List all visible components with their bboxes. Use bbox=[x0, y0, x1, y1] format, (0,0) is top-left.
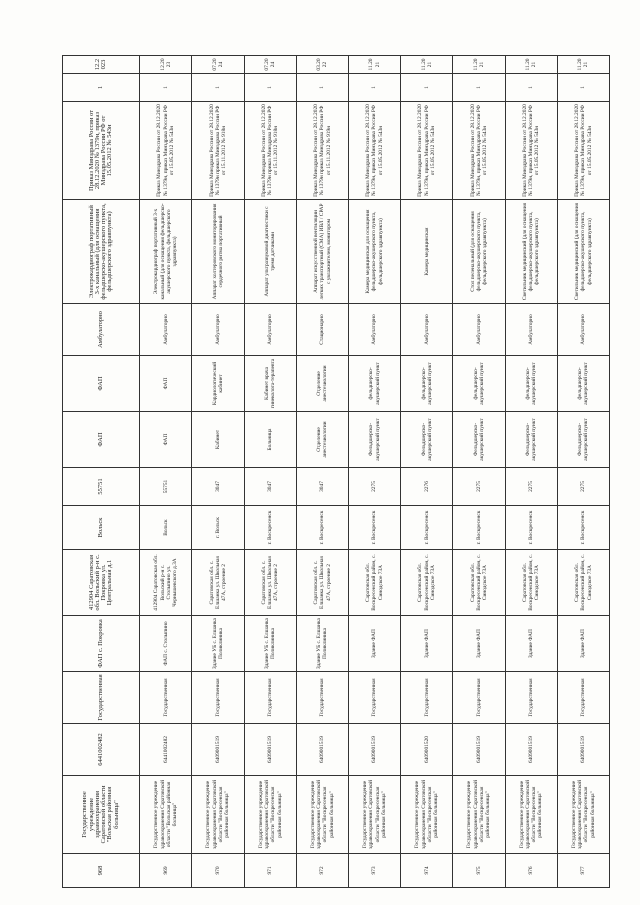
cell: Государственная bbox=[244, 672, 296, 724]
cell: Государственное учреждение здравоохранения Саратовской области "Воскресенская районная больница" bbox=[557, 776, 609, 854]
cell: 977 bbox=[557, 854, 609, 888]
cell: Саратовская обл. Воскресенский район, с. Синодское 73А bbox=[401, 550, 453, 616]
cell: Государственная bbox=[349, 672, 401, 724]
cell: 2276 bbox=[401, 468, 453, 506]
cell: Амбулаторно bbox=[453, 304, 505, 356]
cell: Здание ФАП bbox=[349, 616, 401, 672]
cell: 6409001519 bbox=[453, 724, 505, 776]
cell: Отделение анестезиологии bbox=[296, 356, 348, 412]
cell: 971 bbox=[244, 854, 296, 888]
cell: Амбулаторно bbox=[140, 304, 192, 356]
cell: 6409001519 bbox=[296, 724, 348, 776]
cell: 6441002482 bbox=[63, 724, 140, 776]
cell: Приказ Минздрава России от 28.12.2020 № 1379н приказ Минздрава России РФ от 15.11.2012 № 919н bbox=[296, 102, 348, 200]
cell: Приказ Минздрава России от 28.12.2020 № 1379н, приказ Минздрава России РФ от 15.05.2012 № 543н bbox=[140, 102, 192, 200]
cell: Государственная bbox=[140, 672, 192, 724]
cell: фельдшерско-акушерский пункт bbox=[557, 356, 609, 412]
table-row bbox=[505, 56, 557, 888]
cell: Государственная bbox=[401, 672, 453, 724]
cell: Камера медицинская для оснащения фельдшерско-акушерского пункта, фельдшерского здравпункта) bbox=[349, 200, 401, 304]
cell: 11.2021 bbox=[349, 56, 401, 74]
cell: Больница bbox=[244, 412, 296, 468]
cell: 11.2021 bbox=[453, 56, 505, 74]
cell: Здание УБ с. Елшанка Поликлиника bbox=[244, 616, 296, 672]
table-row bbox=[557, 56, 609, 888]
cell: Здание ФАП bbox=[505, 616, 557, 672]
table-row bbox=[296, 56, 348, 888]
cell: 972 bbox=[296, 854, 348, 888]
cell: Электрокардиограф портативный 3-х канальный (для оснащения фельдшерско-акушерского пункта, фельдшерского здравпункта) bbox=[140, 200, 192, 304]
cell: Саратовская обл. Воскресенский район, с. Синодское 73А bbox=[453, 550, 505, 616]
cell: 1 bbox=[192, 74, 244, 102]
cell: 1 bbox=[349, 74, 401, 102]
cell: Государственное учреждение здравоохранения Саратовской области "Воскресенская районная больница" bbox=[401, 776, 453, 854]
cell: Фельдшерско-акушерский пункт bbox=[401, 412, 453, 468]
cell: Светильник медицинский (для оснащения фельдшерско-акушерского пункта, фельдшерского здравпункта) bbox=[505, 200, 557, 304]
cell: Приказ Минздрава России от 28.12.2020 № 1379н приказ Минздрава России РФ от 15.11.2012 № 918н bbox=[244, 102, 296, 200]
cell: Государственная bbox=[557, 672, 609, 724]
cell: 1 bbox=[63, 74, 140, 102]
cell: Здание ФАП bbox=[401, 616, 453, 672]
table-row bbox=[349, 56, 401, 888]
cell: г. Вольск bbox=[192, 506, 244, 550]
cell: Фельдшерско-акушерский пункт bbox=[505, 412, 557, 468]
cell: Здание УБ с. Елшанка Поликлиника bbox=[192, 616, 244, 672]
cell: Приказ Минздрава России от 28.12.2020 № 1379н приказ Минздрава России РФ от 15.11.2012 № 918н bbox=[192, 102, 244, 200]
cell: Государственная bbox=[505, 672, 557, 724]
cell: г. Воскресенск bbox=[349, 506, 401, 550]
cell: Аппарат ультразвуковой диагностики с тремя датчиками bbox=[244, 200, 296, 304]
cell: Государственная bbox=[296, 672, 348, 724]
cell: Саратовская обл. с. Елшанка ул. Школьная 47А, строение 2 bbox=[296, 550, 348, 616]
cell: фельдшерско-акушерский пункт bbox=[401, 356, 453, 412]
cell: 3047 bbox=[244, 468, 296, 506]
cell: 2275 bbox=[505, 468, 557, 506]
cell: 1 bbox=[296, 74, 348, 102]
cell: Вольск bbox=[140, 506, 192, 550]
cell: 3047 bbox=[296, 468, 348, 506]
cell: Здание УБ с. Елшанка Поликлиника bbox=[296, 616, 348, 672]
cell: 6409001519 bbox=[192, 724, 244, 776]
cell: Отделение анестезиологии bbox=[296, 412, 348, 468]
cell: фельдшерско-акушерский пункт bbox=[453, 356, 505, 412]
cell: г. Воскресенск bbox=[401, 506, 453, 550]
cell: Вольск bbox=[63, 506, 140, 550]
cell: 975 bbox=[453, 854, 505, 888]
cell: 11.2021 bbox=[557, 56, 609, 74]
cell: 6409001519 bbox=[349, 724, 401, 776]
cell: ФАП bbox=[140, 412, 192, 468]
cell: 1 bbox=[140, 74, 192, 102]
cell: Электрокардиограф портативный 3-х канальный (для оснащения фельдшерско-акушерского пункта, фельдшерского здравпункта) bbox=[63, 200, 140, 304]
cell: 6409001520 bbox=[401, 724, 453, 776]
cell: ФАП bbox=[63, 356, 140, 412]
table-row bbox=[63, 56, 140, 888]
cell: 03.2022 bbox=[296, 56, 348, 74]
cell: 412904 Саратовская обл. Вольский р-н с. Столыпино ул. Чернышевского д.3А bbox=[140, 550, 192, 616]
cell: г. Воскресенск bbox=[244, 506, 296, 550]
cell: 2275 bbox=[557, 468, 609, 506]
cell: Фельдшерско-акушерский пункт bbox=[557, 412, 609, 468]
cell: Приказ Минздрава России от 28.12.2020 № 1379н, приказ Минздрава России РФ от 15.05.2012 № 543н bbox=[401, 102, 453, 200]
cell: Амбулаторно bbox=[63, 304, 140, 356]
cell: Светильник медицинский (для оснащения фельдшерско-акушерского пункта, фельдшерского здравпункта) bbox=[557, 200, 609, 304]
cell: Саратовская обл. Воскресенский район, с. Синодское 73А bbox=[349, 550, 401, 616]
equipment-table bbox=[62, 55, 610, 888]
table-row bbox=[244, 56, 296, 888]
cell: Стол пеленальный (для оснащения фельдшерско-акушерского пункта, фельдшерского здравпункта) bbox=[453, 200, 505, 304]
cell: Приказ Минздрава России от 28.12.2020 № 1379н, приказ Минздрава России РФ от 15.05.2012 № 543н bbox=[453, 102, 505, 200]
cell: Амбулаторно bbox=[192, 304, 244, 356]
cell: Камера медицинская bbox=[401, 200, 453, 304]
cell: Саратовская обл. Воскресенский район, с. Синодское 73А bbox=[505, 550, 557, 616]
cell: Амбулаторно bbox=[557, 304, 609, 356]
cell: Государственная bbox=[453, 672, 505, 724]
cell: 07.2024 bbox=[192, 56, 244, 74]
cell: 07.2024 bbox=[244, 56, 296, 74]
cell: 1 bbox=[401, 74, 453, 102]
cell: Приказ Минздрава России от 28.12.2020 № 1379н, приказ Минздрава России РФ от 15.05.2012 № 543н bbox=[557, 102, 609, 200]
cell: Амбулаторно bbox=[244, 304, 296, 356]
cell: Кабинет bbox=[192, 412, 244, 468]
cell: ФАП с. Покровка bbox=[63, 616, 140, 672]
cell: 55751 bbox=[63, 468, 140, 506]
cell: 1 bbox=[557, 74, 609, 102]
cell: Амбулаторно bbox=[505, 304, 557, 356]
cell: 11.2021 bbox=[401, 56, 453, 74]
cell: Кардиологический кабинет bbox=[192, 356, 244, 412]
cell: Аппарат холтеровского мониторирования сердечного ритма портативный bbox=[192, 200, 244, 304]
cell: 973 bbox=[349, 854, 401, 888]
cell: 6409001519 bbox=[505, 724, 557, 776]
cell: Здание ФАП bbox=[557, 616, 609, 672]
cell: 6409001519 bbox=[557, 724, 609, 776]
cell: 412904 Саратовская обл. Вольский р-н с. Покровка ул. Центральная д.1 bbox=[63, 550, 140, 616]
cell: Фельдшерско-акушерский пункт bbox=[349, 412, 401, 468]
cell: Приказ Минздрава России от 28.12.2020 № 1379н, приказ Минздрава России РФ от 15.05.2012 № 543н bbox=[505, 102, 557, 200]
cell: 1 bbox=[244, 74, 296, 102]
cell: 11.2021 bbox=[505, 56, 557, 74]
cell: ФАП bbox=[63, 412, 140, 468]
cell: 974 bbox=[401, 854, 453, 888]
cell: г. Воскресенск bbox=[296, 506, 348, 550]
cell: 12.2023 bbox=[63, 56, 140, 74]
cell: ФАП bbox=[140, 356, 192, 412]
cell: г. Воскресенск bbox=[557, 506, 609, 550]
cell: Кабинет врача гинеколога-терапевта bbox=[244, 356, 296, 412]
cell: Фельдшерско-акушерский пункт bbox=[453, 412, 505, 468]
cell: Государственное учреждение здравоохранения Саратовской области "Воскресенская районная больница" bbox=[505, 776, 557, 854]
cell: Государственное учреждение здравоохранения Саратовской области "Вольская районная больница" bbox=[140, 776, 192, 854]
cell: ФАП с. Столыпино bbox=[140, 616, 192, 672]
cell: 12.2023 bbox=[140, 56, 192, 74]
cell: Амбулаторно bbox=[401, 304, 453, 356]
cell: Государственное учреждение здравоохранения Саратовской области "Вольская районная больница" bbox=[63, 776, 140, 854]
cell: г. Воскресенск bbox=[453, 506, 505, 550]
cell: Саратовская обл. Воскресенский район, с. Синодское 73А bbox=[557, 550, 609, 616]
cell: Здание ФАП bbox=[453, 616, 505, 672]
cell: Саратовская обл. с. Елшанка ул. Школьная 47А, строение 2 bbox=[244, 550, 296, 616]
cell: Государственное учреждение здравоохранения Саратовской области "Воскресенская районная больница" bbox=[244, 776, 296, 854]
cell: Приказ Минздрава России от 28.12.2020 № 1379н, приказ Минздрава России РФ от 15.05.2012 № 543н bbox=[349, 102, 401, 200]
cell: 969 bbox=[140, 854, 192, 888]
cell: Приказ Минздрава России от 28.12.2020 № 1379н, приказ Минздрава России РФ от 15.05.2012 № 543н bbox=[63, 102, 140, 200]
rotated-table-wrapper bbox=[62, 56, 610, 888]
table-row bbox=[192, 56, 244, 888]
cell: 1 bbox=[505, 74, 557, 102]
cell: Стационарно bbox=[296, 304, 348, 356]
cell: фельдшерско-акушерский пункт bbox=[505, 356, 557, 412]
table-row bbox=[453, 56, 505, 888]
cell: фельдшерско-акушерский пункт bbox=[349, 356, 401, 412]
cell: 55751 bbox=[140, 468, 192, 506]
cell: Государственное учреждение здравоохранения Саратовской области "Воскресенская районная больница" bbox=[453, 776, 505, 854]
cell: Государственная bbox=[63, 672, 140, 724]
cell: 2275 bbox=[349, 468, 401, 506]
cell: 1 bbox=[453, 74, 505, 102]
cell: Государственное учреждение здравоохранения Саратовской области "Воскресенская районная больница" bbox=[192, 776, 244, 854]
cell: г. Воскресенск bbox=[505, 506, 557, 550]
cell: Государственная bbox=[192, 672, 244, 724]
cell: Государственное учреждение здравоохранения Саратовской области "Воскресенская районная больница" bbox=[349, 776, 401, 854]
cell: Аппарат искусственной вентиляции легких транспортный (СМА) ИВЛ / СРАР с увлажнителем, монитором bbox=[296, 200, 348, 304]
cell: Саратовская обл. с. Елшанка ул. Школьная 47А, строение 2 bbox=[192, 550, 244, 616]
table-row bbox=[401, 56, 453, 888]
cell: 968 bbox=[63, 854, 140, 888]
cell: 976 bbox=[505, 854, 557, 888]
cell: Государственное учреждение здравоохранения Саратовской области "Воскресенская районная больница" bbox=[296, 776, 348, 854]
cell: Амбулаторно bbox=[349, 304, 401, 356]
table-row bbox=[140, 56, 192, 888]
cell: 6409001519 bbox=[244, 724, 296, 776]
cell: 6441002482 bbox=[140, 724, 192, 776]
cell: 2275 bbox=[453, 468, 505, 506]
cell: 3047 bbox=[192, 468, 244, 506]
cell: 970 bbox=[192, 854, 244, 888]
